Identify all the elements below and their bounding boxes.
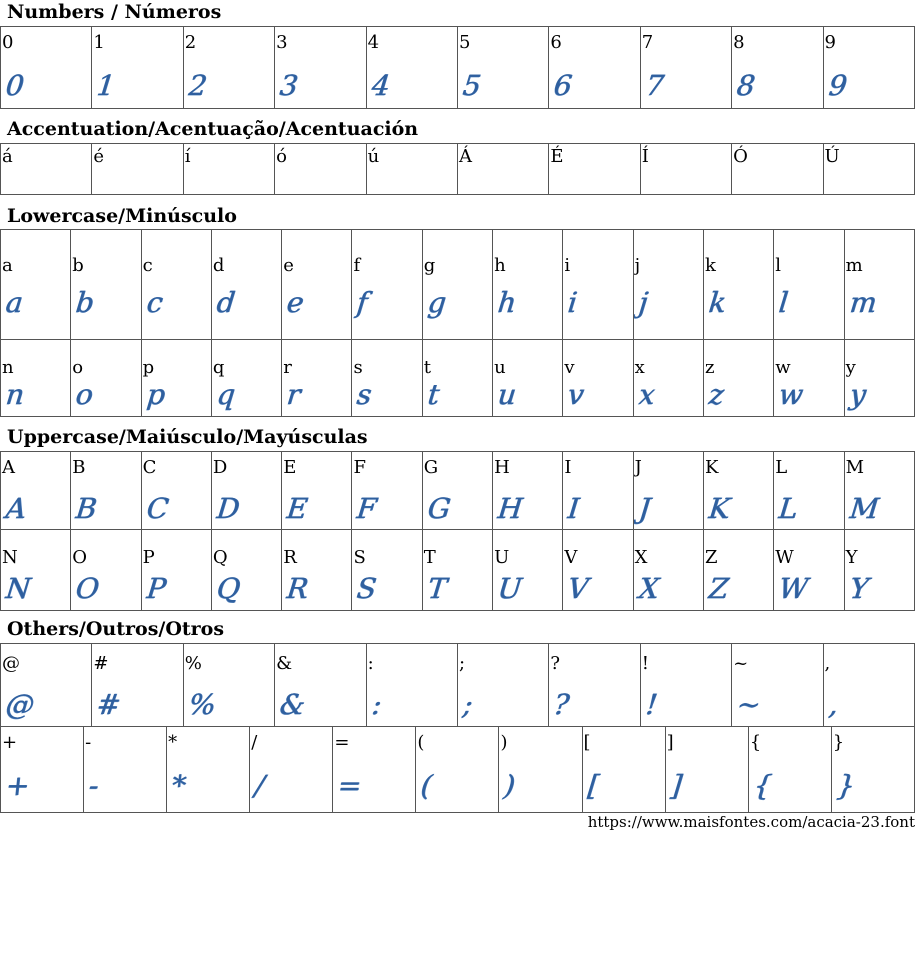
glyph-label: J — [634, 457, 642, 478]
glyph-sample: t — [426, 378, 441, 411]
glyph-label: ~ — [733, 653, 749, 674]
glyph-cell — [493, 452, 563, 530]
glyph-sample: i — [566, 286, 580, 319]
glyph-cell — [1, 144, 92, 195]
glyph-sample: ~ — [735, 688, 763, 721]
glyph-sample: } — [835, 769, 857, 802]
glyph-cell — [1, 27, 92, 109]
glyph-sample: V — [566, 572, 591, 605]
glyph-sample: m — [847, 286, 878, 319]
glyph-cell — [422, 452, 492, 530]
glyph-sample: v — [566, 378, 586, 411]
glyph-label: : — [367, 653, 374, 674]
glyph-sample: ) — [502, 769, 518, 802]
glyph-label: N — [2, 547, 18, 568]
glyph-label: u — [494, 357, 506, 378]
glyph-label: Í — [641, 146, 649, 167]
glyph-cell — [352, 340, 422, 417]
glyph-label: 8 — [733, 32, 745, 53]
glyph-cell — [71, 530, 141, 611]
glyph-sample: W — [777, 572, 810, 605]
glyph-sample: Z — [707, 572, 731, 605]
glyph-label: B — [72, 457, 86, 478]
glyph-cell — [774, 340, 844, 417]
glyph-sample: 8 — [735, 69, 757, 102]
glyph-sample: d — [215, 286, 237, 319]
glyph-cell — [211, 340, 281, 417]
glyph-cell — [275, 144, 366, 195]
glyph-cell — [831, 727, 914, 813]
glyph-cell — [457, 27, 548, 109]
glyph-cell — [774, 230, 844, 340]
glyph-sample: E — [285, 492, 310, 525]
glyph-cell — [282, 230, 352, 340]
glyph-sample: Y — [847, 572, 870, 605]
glyph-sample: A — [4, 492, 29, 525]
glyph-cell — [844, 230, 914, 340]
glyph-cell — [183, 27, 274, 109]
glyph-sample: 2 — [187, 69, 209, 102]
glyph-label: Z — [704, 547, 718, 568]
glyph-sample: H — [496, 492, 525, 525]
glyph-sample: a — [4, 286, 25, 319]
glyph-label: % — [184, 653, 202, 674]
glyph-cell — [183, 144, 274, 195]
glyph-label: 9 — [824, 32, 836, 53]
glyph-sample: 1 — [95, 69, 118, 102]
glyph-sample: x — [636, 378, 657, 411]
section-title-uppercase: Uppercase/Maiúsculo/Mayúsculas — [7, 426, 368, 448]
glyph-label: q — [212, 357, 225, 378]
glyph-sample: F — [355, 492, 379, 525]
glyph-label: g — [423, 255, 436, 276]
glyph-label: * — [168, 732, 178, 753]
glyph-cell — [71, 340, 141, 417]
glyph-label: C — [142, 457, 157, 478]
glyph-cell — [352, 230, 422, 340]
glyph-cell — [703, 340, 773, 417]
glyph-label: m — [845, 255, 863, 276]
glyph-cell — [1, 530, 71, 611]
glyph-label: T — [423, 547, 436, 568]
glyph-sample: ; — [461, 688, 475, 721]
glyph-cell — [563, 230, 633, 340]
glyph-label: { — [749, 732, 762, 753]
glyph-cell — [422, 230, 492, 340]
glyph-sample: K — [707, 492, 732, 525]
glyph-sample: f — [355, 286, 370, 319]
glyph-label: P — [142, 547, 155, 568]
glyph-label: / — [251, 732, 258, 753]
glyph-cell — [141, 452, 211, 530]
glyph-label: r — [283, 357, 292, 378]
glyph-label: ; — [458, 653, 466, 674]
glyph-label: A — [2, 457, 15, 478]
glyph-label: É — [550, 146, 564, 167]
glyph-label: i — [564, 255, 571, 276]
glyph-sample: e — [285, 286, 306, 319]
glyph-cell — [1, 727, 84, 813]
glyph-cell — [633, 530, 703, 611]
glyph-sample: @ — [4, 688, 36, 721]
glyph-sample: O — [74, 572, 102, 605]
glyph-sample: S — [355, 572, 379, 605]
glyph-sample: X — [636, 572, 661, 605]
glyph-label: ) — [500, 732, 508, 753]
glyph-cell — [1, 452, 71, 530]
glyph-cell — [275, 27, 366, 109]
glyph-label: e — [283, 255, 294, 276]
glyph-cell — [211, 230, 281, 340]
glyph-sample: B — [74, 492, 99, 525]
glyph-cell — [282, 530, 352, 611]
glyph-label: [ — [583, 732, 591, 753]
glyph-label: = — [334, 732, 350, 753]
glyph-sample: 0 — [4, 69, 26, 102]
glyph-label: s — [353, 357, 363, 378]
glyph-cell — [549, 644, 640, 727]
glyph-sample: M — [847, 492, 881, 525]
glyph-sample: 3 — [278, 69, 300, 102]
glyph-cell — [549, 144, 640, 195]
glyph-label: o — [72, 357, 84, 378]
glyph-label: L — [775, 457, 788, 478]
glyph-label: F — [353, 457, 366, 478]
glyph-cell — [416, 727, 499, 813]
glyph-label: Y — [845, 547, 858, 568]
glyph-sample: D — [215, 492, 242, 525]
glyph-label: D — [212, 457, 228, 478]
glyph-label: , — [824, 653, 831, 674]
glyph-cell — [493, 340, 563, 417]
glyph-sample: 5 — [461, 69, 483, 102]
glyph-label: 2 — [184, 32, 197, 53]
glyph-cell — [774, 452, 844, 530]
glyph-label: y — [845, 357, 856, 378]
glyph-cell — [748, 727, 831, 813]
glyph-sample: z — [707, 378, 726, 411]
glyph-sample: J — [636, 492, 652, 525]
glyph-label: p — [142, 357, 155, 378]
glyph-label: - — [85, 732, 92, 753]
glyph-sample: 7 — [644, 69, 666, 102]
glyph-sample: : — [369, 688, 383, 721]
glyph-sample: g — [426, 286, 448, 319]
glyph-sample: s — [355, 378, 374, 411]
glyph-cell — [732, 27, 823, 109]
glyph-cell — [633, 452, 703, 530]
glyph-cell — [633, 230, 703, 340]
glyph-sample: * — [170, 769, 188, 802]
glyph-cell — [183, 644, 274, 727]
glyph-cell — [823, 27, 914, 109]
others-grid-2 — [0, 726, 915, 813]
glyph-label: b — [72, 255, 84, 276]
glyph-label: á — [2, 146, 13, 167]
glyph-label: @ — [2, 653, 20, 674]
glyph-sample: % — [187, 688, 218, 721]
glyph-label: c — [142, 255, 153, 276]
glyph-cell — [493, 230, 563, 340]
glyph-sample: & — [278, 688, 307, 721]
glyph-sample: 4 — [369, 69, 392, 102]
glyph-label: O — [72, 547, 88, 568]
glyph-cell — [457, 144, 548, 195]
glyph-cell — [141, 340, 211, 417]
glyph-sample: c — [144, 286, 165, 319]
glyph-cell — [275, 644, 366, 727]
glyph-sample: y — [847, 378, 868, 411]
glyph-label: } — [832, 732, 845, 753]
glyph-cell — [1, 340, 71, 417]
glyph-sample: ( — [419, 769, 435, 802]
glyph-sample: b — [74, 286, 97, 319]
section-title-numbers: Numbers / Números — [7, 1, 222, 23]
glyph-cell — [640, 644, 731, 727]
glyph-cell — [211, 452, 281, 530]
glyph-label: é — [93, 146, 105, 167]
glyph-label: Ú — [824, 146, 840, 167]
glyph-sample: j — [636, 286, 650, 319]
glyph-sample: N — [4, 572, 33, 605]
glyph-cell — [732, 144, 823, 195]
glyph-label: l — [775, 255, 782, 276]
glyph-sample: T — [426, 572, 449, 605]
glyph-label: v — [564, 357, 575, 378]
glyph-cell — [844, 452, 914, 530]
glyph-sample: n — [4, 378, 26, 411]
glyph-cell — [499, 727, 582, 813]
glyph-sample: { — [752, 769, 774, 802]
glyph-label: ! — [641, 653, 649, 674]
glyph-cell — [352, 530, 422, 611]
glyph-cell — [1, 230, 71, 340]
glyph-cell — [703, 452, 773, 530]
glyph-label: a — [2, 255, 13, 276]
glyph-label: K — [704, 457, 719, 478]
glyph-cell — [282, 452, 352, 530]
uppercase-grid — [0, 451, 915, 611]
glyph-sample: r — [285, 378, 303, 411]
glyph-cell — [640, 144, 731, 195]
glyph-label: M — [845, 457, 864, 478]
glyph-cell — [640, 27, 731, 109]
glyph-cell — [422, 530, 492, 611]
glyph-label: ó — [276, 146, 288, 167]
glyph-cell — [211, 530, 281, 611]
glyph-cell — [703, 530, 773, 611]
glyph-cell — [141, 530, 211, 611]
glyph-cell — [167, 727, 250, 813]
glyph-cell — [1, 644, 92, 727]
glyph-sample: = — [336, 769, 364, 802]
glyph-cell — [282, 340, 352, 417]
glyph-sample: ? — [552, 688, 572, 721]
glyph-label: U — [494, 547, 510, 568]
glyph-label: j — [634, 255, 641, 276]
glyph-cell — [563, 530, 633, 611]
glyph-cell — [250, 727, 333, 813]
glyph-sample: o — [74, 378, 95, 411]
glyph-cell — [84, 727, 167, 813]
glyph-label: # — [93, 653, 109, 674]
glyph-cell — [665, 727, 748, 813]
glyph-label: f — [353, 255, 361, 276]
glyph-label: Q — [212, 547, 228, 568]
glyph-sample: - — [87, 769, 101, 802]
glyph-cell — [71, 230, 141, 340]
glyph-label: ? — [550, 653, 560, 674]
glyph-sample: q — [215, 378, 237, 411]
glyph-sample: C — [144, 492, 170, 525]
glyph-cell — [352, 452, 422, 530]
glyph-cell — [703, 230, 773, 340]
glyph-sample: P — [144, 572, 168, 605]
glyph-sample: U — [496, 572, 524, 605]
glyph-label: ( — [417, 732, 425, 753]
glyph-label: k — [704, 255, 716, 276]
glyph-label: V — [564, 547, 578, 568]
glyph-label: z — [704, 357, 715, 378]
glyph-sample: [ — [585, 769, 601, 802]
glyph-cell — [844, 530, 914, 611]
glyph-cell — [141, 230, 211, 340]
glyph-label: R — [283, 547, 297, 568]
glyph-sample: G — [426, 492, 452, 525]
others-grid-1 — [0, 643, 915, 727]
glyph-label: I — [564, 457, 572, 478]
glyph-label: n — [2, 357, 14, 378]
glyph-cell — [457, 644, 548, 727]
glyph-cell — [774, 530, 844, 611]
glyph-sample: 9 — [826, 69, 849, 102]
glyph-label: 4 — [367, 32, 380, 53]
glyph-cell — [844, 340, 914, 417]
glyph-cell — [366, 144, 457, 195]
source-url: https://www.maisfontes.com/acacia-23.font — [587, 813, 915, 831]
glyph-label: Ó — [733, 146, 748, 167]
glyph-cell — [582, 727, 665, 813]
glyph-cell — [422, 340, 492, 417]
glyph-sample: R — [285, 572, 311, 605]
glyph-label: 1 — [93, 32, 105, 53]
section-title-accents: Accentuation/Acentuação/Acentuación — [7, 118, 419, 140]
glyph-cell — [333, 727, 416, 813]
glyph-sample: w — [777, 378, 806, 411]
glyph-label: W — [775, 547, 794, 568]
glyph-label: 5 — [458, 32, 471, 53]
glyph-cell — [732, 644, 823, 727]
glyph-cell — [92, 144, 183, 195]
glyph-sample: l — [777, 286, 791, 319]
glyph-cell — [823, 644, 914, 727]
glyph-cell — [823, 144, 914, 195]
glyph-label: & — [276, 653, 293, 674]
glyph-label: 7 — [641, 32, 654, 53]
glyph-label: E — [283, 457, 297, 478]
glyph-sample: I — [566, 492, 582, 525]
glyph-cell — [633, 340, 703, 417]
lowercase-grid — [0, 229, 915, 417]
glyph-label: t — [423, 357, 432, 378]
glyph-label: í — [184, 146, 191, 167]
glyph-cell — [366, 27, 457, 109]
glyph-cell — [549, 27, 640, 109]
glyph-label: + — [2, 732, 18, 753]
glyph-label: 0 — [2, 32, 14, 53]
glyph-sample: # — [95, 688, 123, 721]
glyph-sample: h — [496, 286, 518, 319]
glyph-label: 6 — [550, 32, 562, 53]
glyph-cell — [92, 27, 183, 109]
numbers-grid — [0, 26, 915, 109]
glyph-label: Á — [458, 146, 472, 167]
glyph-label: H — [494, 457, 510, 478]
glyph-sample: + — [4, 769, 32, 802]
glyph-cell — [563, 452, 633, 530]
glyph-cell — [493, 530, 563, 611]
glyph-label: ] — [666, 732, 674, 753]
section-title-lowercase: Lowercase/Minúsculo — [7, 205, 237, 227]
glyph-cell — [563, 340, 633, 417]
glyph-sample: 6 — [552, 69, 574, 102]
glyph-label: d — [212, 255, 225, 276]
glyph-cell — [366, 644, 457, 727]
glyph-sample: ! — [644, 688, 659, 721]
glyph-sample: L — [777, 492, 800, 525]
glyph-label: ú — [367, 146, 380, 167]
section-title-others: Others/Outros/Otros — [7, 618, 225, 640]
glyph-label: w — [775, 357, 791, 378]
glyph-label: S — [353, 547, 366, 568]
glyph-cell — [92, 644, 183, 727]
glyph-sample: ] — [668, 769, 684, 802]
glyph-sample: Q — [215, 572, 242, 605]
glyph-label: 3 — [276, 32, 288, 53]
glyph-cell — [71, 452, 141, 530]
glyph-label: X — [634, 547, 648, 568]
glyph-label: h — [494, 255, 506, 276]
glyph-sample: / — [253, 769, 267, 802]
accents-grid — [0, 143, 915, 195]
glyph-sample: p — [144, 378, 167, 411]
glyph-label: G — [423, 457, 439, 478]
glyph-sample: u — [496, 378, 518, 411]
glyph-sample: , — [826, 688, 840, 721]
glyph-label: x — [634, 357, 645, 378]
glyph-sample: k — [707, 286, 728, 319]
